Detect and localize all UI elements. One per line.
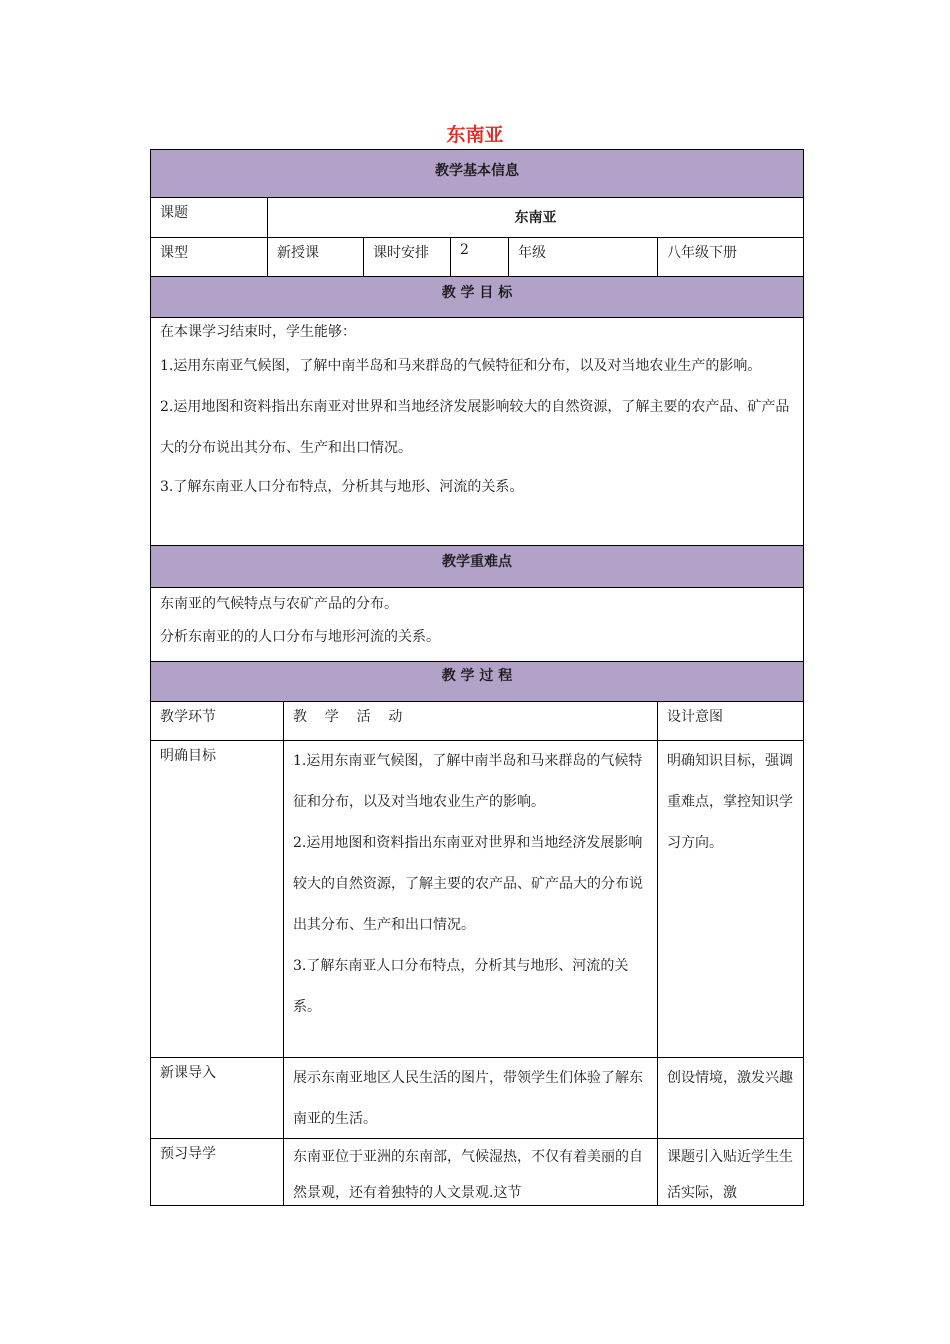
process-column-headers: [151, 702, 803, 741]
basic-info-header: 教学基本信息: [151, 150, 803, 198]
lesson-value: 东南亚: [267, 198, 803, 237]
row-stage: 预习导学: [160, 1146, 216, 1162]
key-point-1: 东南亚的气候特点与农矿产品的分布。: [160, 596, 398, 612]
objectives-body: [151, 318, 803, 546]
process-header: 教 学 过 程: [151, 662, 803, 702]
basic-info-table: [150, 149, 804, 1206]
objective-item-2: 2.运用地图和资料指出东南亚对世界和当地经济发展影响较大的自然资源，了解主要的农产品、矿产品大的分布说出其分布、生产和出口情况。: [160, 399, 790, 456]
col-activity: 教 学 活 动: [283, 702, 657, 740]
key-points-header: 教学重难点: [151, 546, 803, 588]
objectives-header: 教 学 目 标: [151, 277, 803, 318]
row-intent: 课题引入贴近学生生活实际，激: [657, 1139, 803, 1205]
document-title: 东南亚: [446, 124, 504, 146]
key-points-body: [151, 588, 803, 662]
key-point-2: 分析东南亚的的人口分布与地形河流的关系。: [160, 629, 440, 645]
hours-label: 课时安排: [363, 238, 450, 276]
activity-item-1: 东南亚位于亚洲的东南部，气候湿热，不仅有着美丽的自然景观，还有着独特的人文景观.这节: [293, 1149, 643, 1201]
objective-item-1: 1.运用东南亚气候图，了解中南半岛和马来群岛的气候特征和分布，以及对当地农业生产的影响。: [160, 358, 762, 374]
col-intent: 设计意图: [657, 702, 803, 740]
type-label: 课型: [160, 245, 188, 261]
row-stage: 明确目标: [160, 748, 216, 764]
activity-item-1: 展示东南亚地区人民生活的图片，带领学生们体验了解东南亚的生活。: [293, 1070, 643, 1127]
row-intent: 创设情境，激发兴趣: [657, 1058, 803, 1138]
row-stage: 新课导入: [160, 1065, 216, 1081]
process-row: [151, 1139, 803, 1206]
row-activity: [283, 1058, 657, 1138]
row-intent: 明确知识目标，强调重难点，掌控知识学习方向。: [657, 741, 803, 1057]
row-activity: [283, 1139, 657, 1205]
activity-item-2: 2.运用地图和资料指出东南亚对世界和当地经济发展影响较大的自然资源，了解主要的农产品、矿产品大的分布说出其分布、生产和出口情况。: [293, 835, 643, 933]
course-type-row: [151, 238, 803, 277]
objective-item-3: 3.了解东南亚人口分布特点，分析其与地形、河流的关系。: [160, 479, 524, 495]
lesson-row: [151, 198, 803, 238]
activity-item-3: 3.了解东南亚人口分布特点，分析其与地形、河流的关系。: [293, 958, 629, 1015]
objectives-intro: 在本课学习结束时，学生能够：: [160, 324, 356, 340]
process-row: [151, 1058, 803, 1139]
activity-item-1: 1.运用东南亚气候图，了解中南半岛和马来群岛的气候特征和分布，以及对当地农业生产的影响。: [293, 753, 643, 810]
hours-value: 2: [450, 238, 508, 276]
lesson-label: 课题: [160, 205, 188, 221]
type-value: 新授课: [267, 238, 363, 276]
grade-value: 八年级下册: [657, 238, 803, 276]
col-stage: 教学环节: [160, 709, 216, 725]
row-activity: [283, 741, 657, 1057]
grade-label: 年级: [508, 238, 657, 276]
process-row: [151, 741, 803, 1058]
